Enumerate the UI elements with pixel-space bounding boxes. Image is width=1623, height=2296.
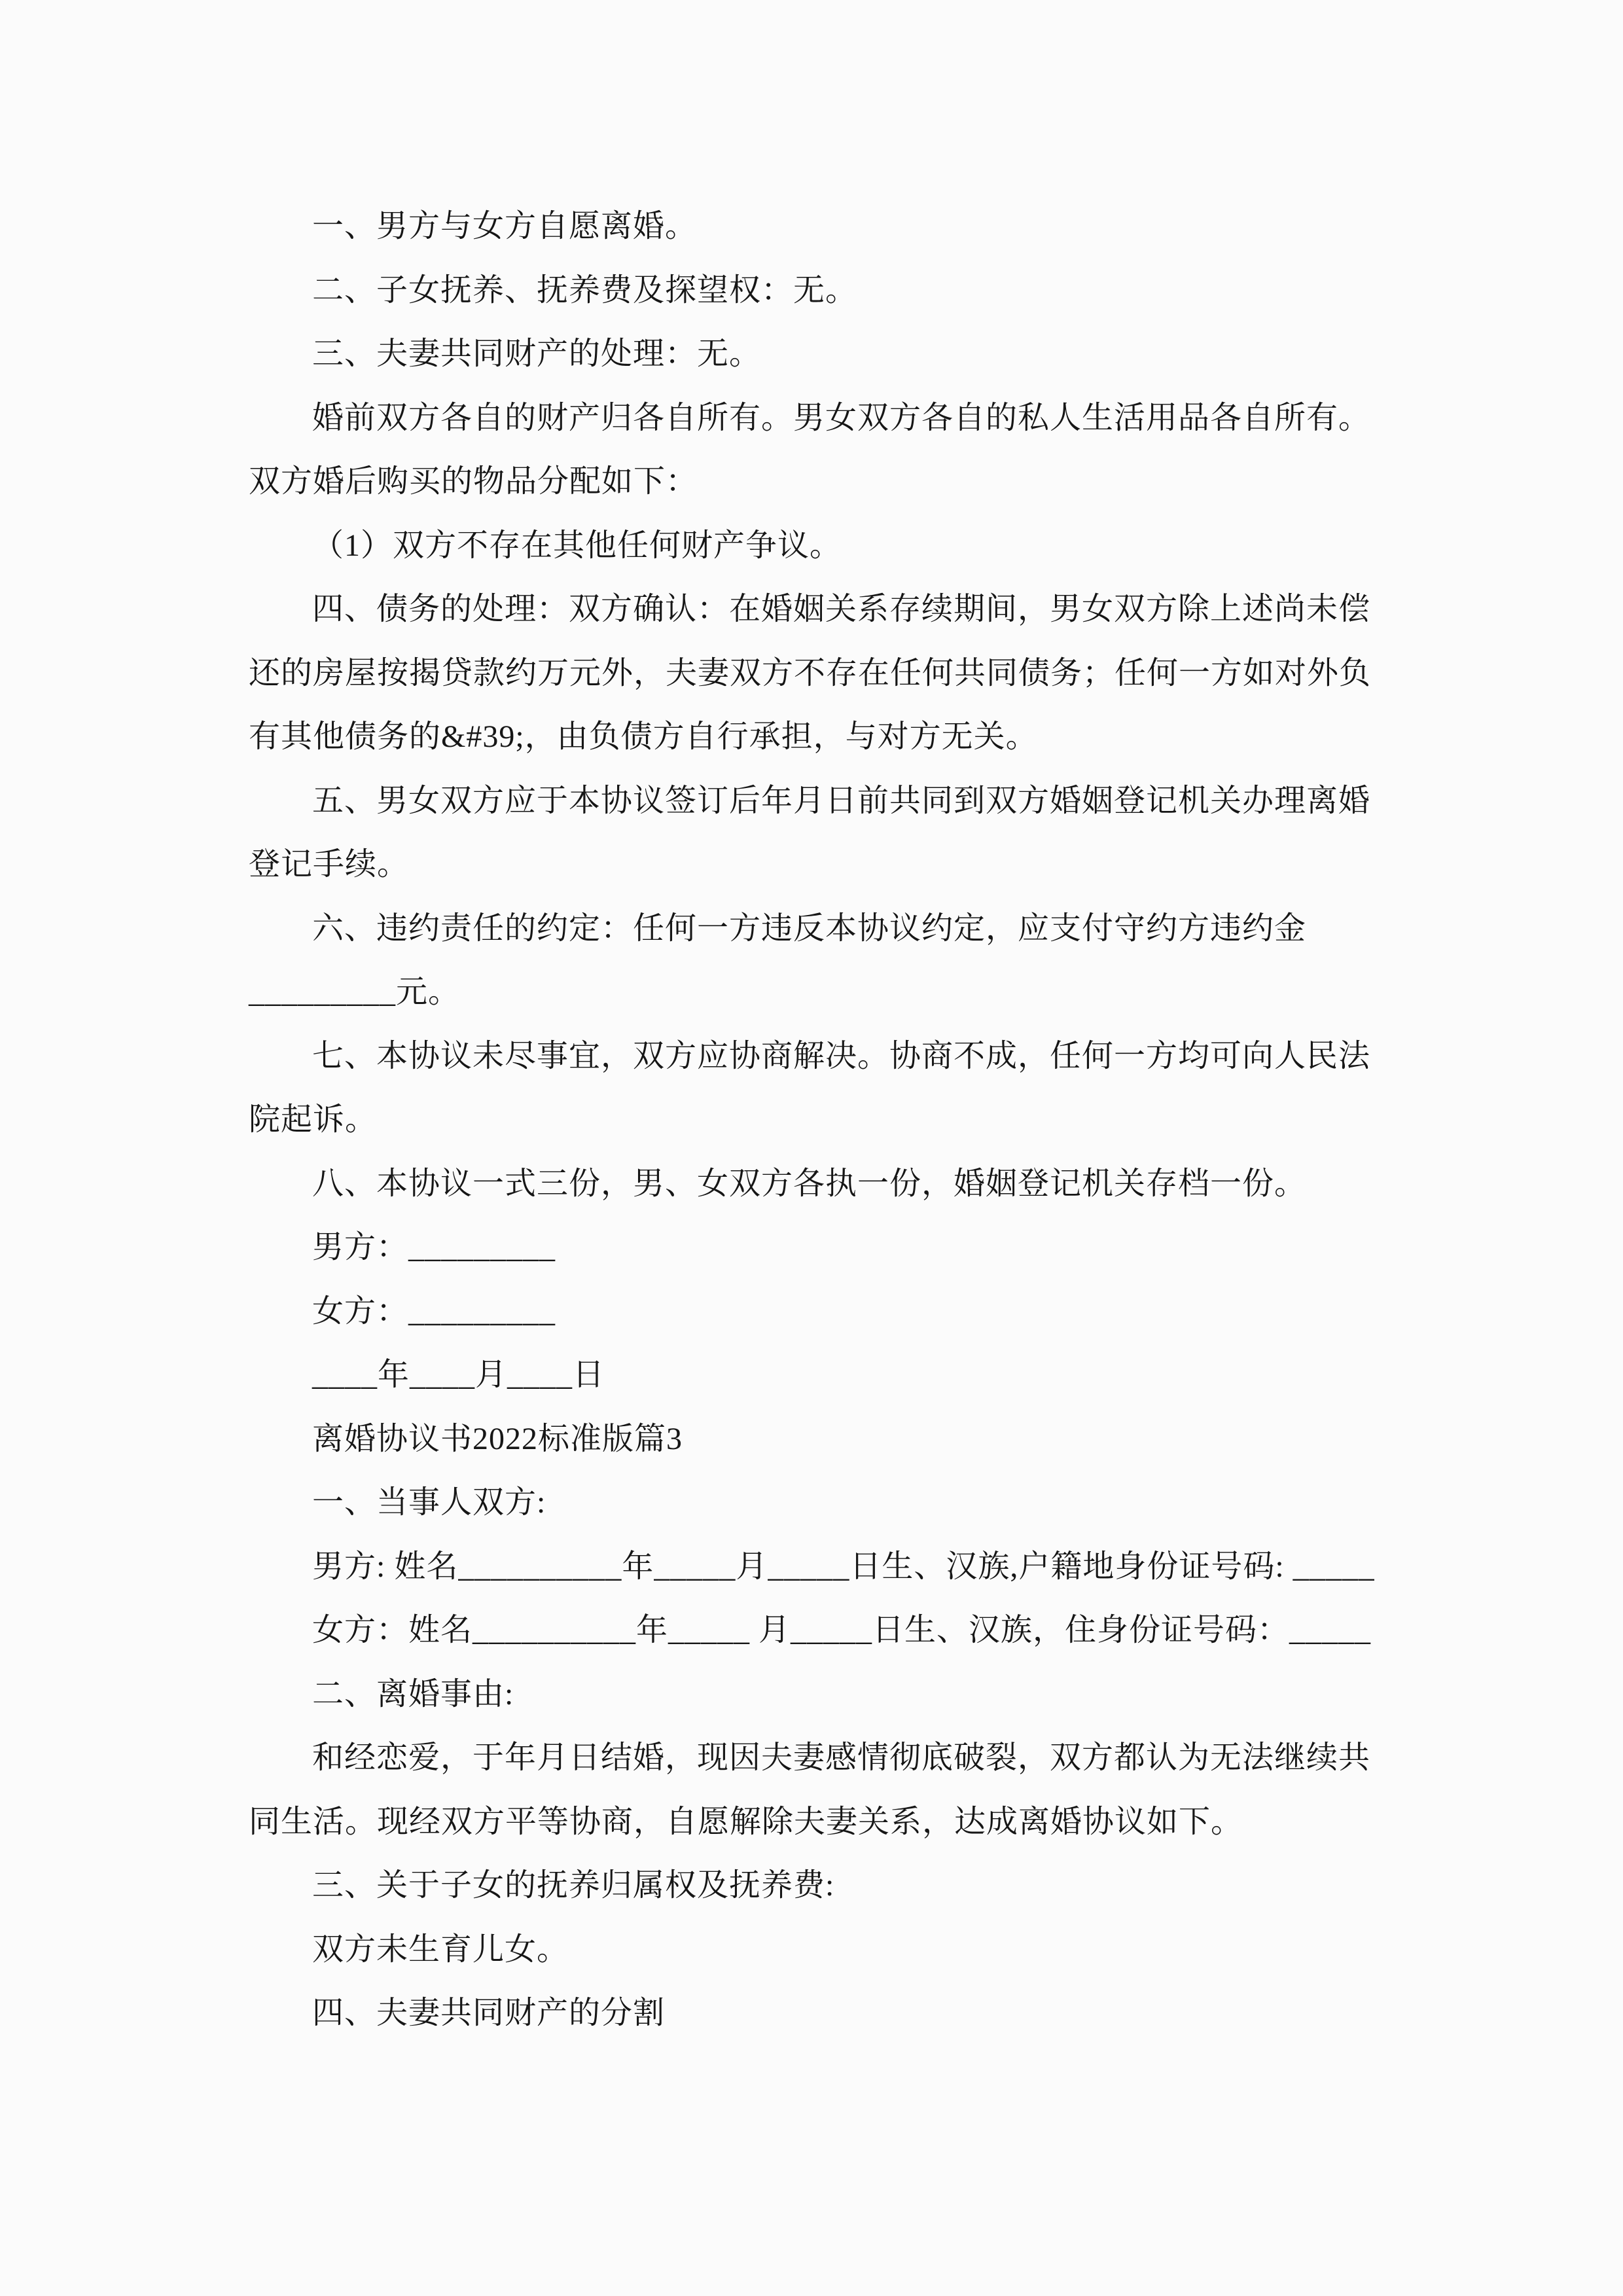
text-line: 女方：姓名__________年_____ 月_____日生、汉族，住身份证号码：_____ (312, 1613, 1372, 1647)
text-line: 四、夫妻共同财产的分割 (312, 1996, 666, 2030)
text-line: 一、男方与女方自愿离婚。 (312, 209, 698, 243)
text-line: 离婚协议书2022标准版篇3 (312, 1421, 683, 1456)
text-line: _________元。 (249, 975, 461, 1009)
text-line: 四、债务的处理：双方确认：在婚姻关系存续期间，男女双方除上述尚未偿 (312, 592, 1371, 626)
text-line: 同生活。现经双方平等协商，自愿解除夫妻关系，达成离婚协议如下。 (249, 1804, 1243, 1839)
text-line: 登记手续。 (249, 847, 410, 882)
text-line: 婚前双方各自的财产归各自所有。男女双方各自的私人生活用品各自所有。 (312, 400, 1371, 435)
text-line: 有其他债务的&#39;，由负债方自行承担，与对方无关。 (249, 719, 1038, 754)
text-line: 八、本协议一式三份，男、女双方各执一份，婚姻登记机关存档一份。 (312, 1166, 1307, 1201)
text-line: 双方未生育儿女。 (312, 1931, 569, 1967)
document-body (249, 194, 1403, 2045)
text-line: 六、违约责任的约定：任何一方违反本协议约定，应支付守约方违约金 (312, 910, 1307, 946)
text-line: 男方: 姓名__________年_____月_____日生、汉族,户籍地身份证号码: _____ (312, 1549, 1375, 1584)
text-line: 女方：_________ (312, 1293, 556, 1329)
text-line: 七、本协议未尽事宜，双方应协商解决。协商不成，任何一方均可向人民法 (312, 1038, 1371, 1073)
text-line: 院起诉。 (249, 1102, 378, 1137)
text-line: 双方婚后购买的物品分配如下： (249, 464, 698, 499)
text-line: 一、当事人双方: (312, 1485, 546, 1520)
text-line: 还的房屋按揭贷款约万元外，夫妻双方不存在任何共同债务；任何一方如对外负 (249, 655, 1372, 691)
text-line: 五、男女双方应于本协议签订后年月日前共同到双方婚姻登记机关办理离婚 (312, 783, 1371, 818)
text-line: 和经恋爱，于年月日结婚，现因夫妻感情彻底破裂，双方都认为无法继续共 (312, 1740, 1371, 1775)
text-line: （1）双方不存在其他任何财产争议。 (312, 528, 842, 563)
text-line: 二、子女抚养、抚养费及探望权：无。 (312, 272, 858, 308)
text-line: 二、离婚事由: (312, 1676, 514, 1712)
text-line: 三、关于子女的抚养归属权及抚养费: (312, 1868, 835, 1903)
text-line: 男方：_________ (312, 1230, 556, 1265)
text-line: ____年____月____日 (312, 1357, 605, 1392)
text-line: 三、夫妻共同财产的处理：无。 (312, 336, 762, 371)
